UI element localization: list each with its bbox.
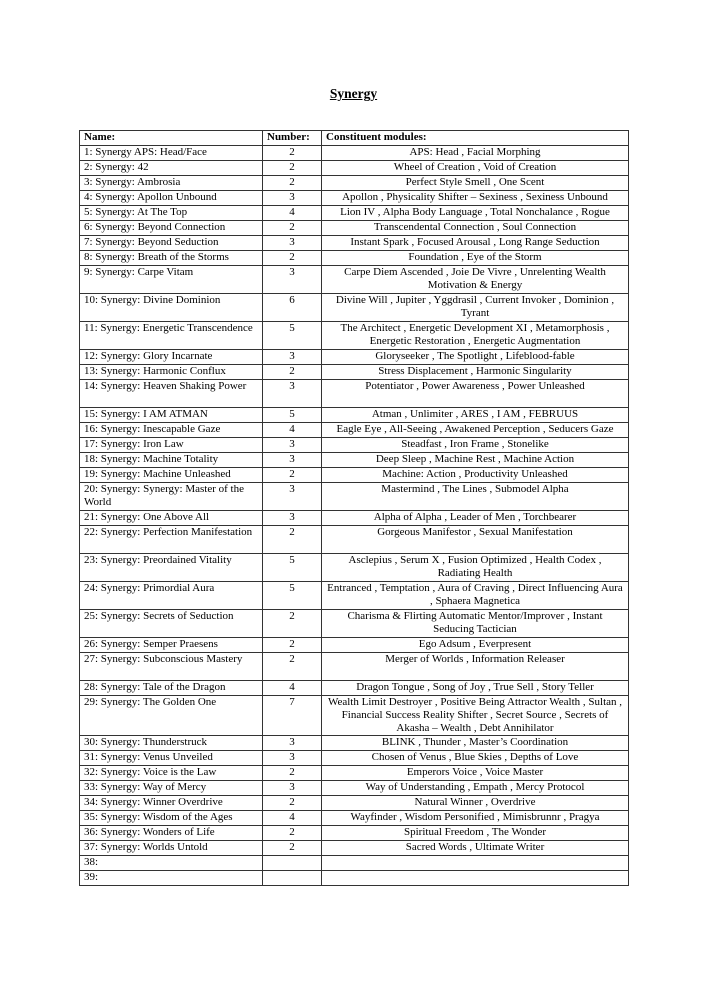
row-number: 2 bbox=[263, 610, 322, 638]
row-name: 12: Synergy: Glory Incarnate bbox=[80, 350, 263, 365]
row-modules: Potentiator , Power Awareness , Power Unleashed bbox=[322, 380, 629, 408]
row-number: 7 bbox=[263, 696, 322, 736]
table-row bbox=[80, 408, 629, 423]
row-name: 17: Synergy: Iron Law bbox=[80, 438, 263, 453]
table-row bbox=[80, 871, 629, 886]
row-modules: Entranced , Temptation , Aura of Craving , Direct Influencing Aura , Sphaera Magnetica bbox=[322, 582, 629, 610]
row-number: 4 bbox=[263, 423, 322, 438]
row-modules: Alpha of Alpha , Leader of Men , Torchbearer bbox=[322, 511, 629, 526]
row-number: 2 bbox=[263, 841, 322, 856]
row-modules: Divine Will , Jupiter , Yggdrasil , Current Invoker , Dominion , Tyrant bbox=[322, 294, 629, 322]
row-name: 11: Synergy: Energetic Transcendence bbox=[80, 322, 263, 350]
row-name: 2: Synergy: 42 bbox=[80, 161, 263, 176]
table-row bbox=[80, 191, 629, 206]
table-row bbox=[80, 483, 629, 511]
row-modules: Transcendental Connection , Soul Connection bbox=[322, 221, 629, 236]
row-number: 5 bbox=[263, 408, 322, 423]
table-row bbox=[80, 751, 629, 766]
row-modules: Charisma & Flirting Automatic Mentor/Improver , Instant Seducing Tactician bbox=[322, 610, 629, 638]
table-row bbox=[80, 653, 629, 681]
row-number: 4 bbox=[263, 811, 322, 826]
table-row bbox=[80, 350, 629, 365]
row-number: 3 bbox=[263, 266, 322, 294]
table-row bbox=[80, 176, 629, 191]
row-modules: BLINK , Thunder , Master’s Coordination bbox=[322, 736, 629, 751]
table-body bbox=[80, 146, 629, 886]
row-number bbox=[263, 871, 322, 886]
table-row bbox=[80, 526, 629, 554]
row-name: 35: Synergy: Wisdom of the Ages bbox=[80, 811, 263, 826]
table-row bbox=[80, 554, 629, 582]
table-row bbox=[80, 781, 629, 796]
row-modules: Deep Sleep , Machine Rest , Machine Action bbox=[322, 453, 629, 468]
row-number: 2 bbox=[263, 161, 322, 176]
row-modules: Eagle Eye , All-Seeing , Awakened Perception , Seducers Gaze bbox=[322, 423, 629, 438]
row-number: 2 bbox=[263, 653, 322, 681]
row-name: 27: Synergy: Subconscious Mastery bbox=[80, 653, 263, 681]
table-row bbox=[80, 766, 629, 781]
table-row bbox=[80, 380, 629, 408]
table-row bbox=[80, 841, 629, 856]
row-name: 37: Synergy: Worlds Untold bbox=[80, 841, 263, 856]
page-title: Synergy bbox=[329, 86, 378, 101]
row-number: 3 bbox=[263, 438, 322, 453]
row-number: 5 bbox=[263, 554, 322, 582]
row-name: 21: Synergy: One Above All bbox=[80, 511, 263, 526]
table-row bbox=[80, 365, 629, 380]
row-number: 4 bbox=[263, 206, 322, 221]
row-modules: Spiritual Freedom , The Wonder bbox=[322, 826, 629, 841]
row-modules bbox=[322, 871, 629, 886]
table-row bbox=[80, 811, 629, 826]
row-number: 2 bbox=[263, 638, 322, 653]
table-row bbox=[80, 696, 629, 736]
row-number: 2 bbox=[263, 468, 322, 483]
table-row bbox=[80, 251, 629, 266]
table-row bbox=[80, 468, 629, 483]
row-modules: Carpe Diem Ascended , Joie De Vivre , Unrelenting Wealth Motivation & Energy bbox=[322, 266, 629, 294]
row-modules: Chosen of Venus , Blue Skies , Depths of Love bbox=[322, 751, 629, 766]
row-modules: Sacred Words , Ultimate Writer bbox=[322, 841, 629, 856]
row-name: 3: Synergy: Ambrosia bbox=[80, 176, 263, 191]
row-number bbox=[263, 856, 322, 871]
header-number: Number: bbox=[263, 131, 322, 146]
row-modules: Machine: Action , Productivity Unleashed bbox=[322, 468, 629, 483]
table-row bbox=[80, 294, 629, 322]
row-number: 3 bbox=[263, 483, 322, 511]
row-number: 3 bbox=[263, 781, 322, 796]
row-name: 10: Synergy: Divine Dominion bbox=[80, 294, 263, 322]
row-modules: Steadfast , Iron Frame , Stonelike bbox=[322, 438, 629, 453]
row-modules: APS: Head , Facial Morphing bbox=[322, 146, 629, 161]
row-name: 13: Synergy: Harmonic Conflux bbox=[80, 365, 263, 380]
table-row bbox=[80, 221, 629, 236]
row-modules: Asclepius , Serum X , Fusion Optimized , Health Codex , Radiating Health bbox=[322, 554, 629, 582]
row-number: 2 bbox=[263, 221, 322, 236]
row-modules: Emperors Voice , Voice Master bbox=[322, 766, 629, 781]
row-number: 4 bbox=[263, 681, 322, 696]
row-modules: Gloryseeker , The Spotlight , Lifeblood-fable bbox=[322, 350, 629, 365]
table-row bbox=[80, 610, 629, 638]
row-name: 33: Synergy: Way of Mercy bbox=[80, 781, 263, 796]
row-modules: Wealth Limit Destroyer , Positive Being Attractor Wealth , Sultan , Financial Success Reality Shifter , Secret Source , Secrets of Akasha – Wealth , Debt Annihilator bbox=[322, 696, 629, 736]
row-name: 39: bbox=[80, 871, 263, 886]
row-name: 36: Synergy: Wonders of Life bbox=[80, 826, 263, 841]
table-row bbox=[80, 582, 629, 610]
table-row bbox=[80, 322, 629, 350]
table-row bbox=[80, 423, 629, 438]
row-number: 3 bbox=[263, 350, 322, 365]
row-name: 20: Synergy: Synergy: Master of the World bbox=[80, 483, 263, 511]
row-modules: Perfect Style Smell , One Scent bbox=[322, 176, 629, 191]
synergy-table bbox=[79, 130, 629, 886]
row-number: 2 bbox=[263, 796, 322, 811]
row-modules: Way of Understanding , Empath , Mercy Protocol bbox=[322, 781, 629, 796]
row-number: 3 bbox=[263, 380, 322, 408]
row-number: 2 bbox=[263, 251, 322, 266]
table-row bbox=[80, 161, 629, 176]
table-row bbox=[80, 266, 629, 294]
row-modules: Ego Adsum , Everpresent bbox=[322, 638, 629, 653]
row-name: 23: Synergy: Preordained Vitality bbox=[80, 554, 263, 582]
table-row bbox=[80, 453, 629, 468]
table-header-row bbox=[80, 131, 629, 146]
row-number: 2 bbox=[263, 526, 322, 554]
row-number: 2 bbox=[263, 766, 322, 781]
row-name: 34: Synergy: Winner Overdrive bbox=[80, 796, 263, 811]
row-name: 1: Synergy APS: Head/Face bbox=[80, 146, 263, 161]
row-number: 5 bbox=[263, 322, 322, 350]
row-number: 2 bbox=[263, 176, 322, 191]
row-modules bbox=[322, 856, 629, 871]
row-name: 26: Synergy: Semper Praesens bbox=[80, 638, 263, 653]
table-row bbox=[80, 511, 629, 526]
table-row bbox=[80, 681, 629, 696]
row-number: 3 bbox=[263, 236, 322, 251]
table-row bbox=[80, 796, 629, 811]
row-number: 2 bbox=[263, 146, 322, 161]
row-modules: Apollon , Physicality Shifter – Sexiness , Sexiness Unbound bbox=[322, 191, 629, 206]
row-number: 6 bbox=[263, 294, 322, 322]
table-row bbox=[80, 856, 629, 871]
table-row bbox=[80, 438, 629, 453]
row-name: 5: Synergy: At The Top bbox=[80, 206, 263, 221]
row-name: 29: Synergy: The Golden One bbox=[80, 696, 263, 736]
row-modules: Gorgeous Manifestor , Sexual Manifestation bbox=[322, 526, 629, 554]
row-name: 7: Synergy: Beyond Seduction bbox=[80, 236, 263, 251]
row-modules: The Architect , Energetic Development XI , Metamorphosis , Energetic Restoration , Energetic Augmentation bbox=[322, 322, 629, 350]
table-row bbox=[80, 638, 629, 653]
row-modules: Wayfinder , Wisdom Personified , Mimisbrunnr , Pragya bbox=[322, 811, 629, 826]
row-name: 14: Synergy: Heaven Shaking Power bbox=[80, 380, 263, 408]
row-name: 18: Synergy: Machine Totality bbox=[80, 453, 263, 468]
table-row bbox=[80, 206, 629, 221]
row-number: 3 bbox=[263, 453, 322, 468]
row-name: 8: Synergy: Breath of the Storms bbox=[80, 251, 263, 266]
header-name: Name: bbox=[80, 131, 263, 146]
header-modules: Constituent modules: bbox=[322, 131, 629, 146]
row-name: 15: Synergy: I AM ATMAN bbox=[80, 408, 263, 423]
row-number: 3 bbox=[263, 751, 322, 766]
row-name: 16: Synergy: Inescapable Gaze bbox=[80, 423, 263, 438]
row-modules: Instant Spark , Focused Arousal , Long Range Seduction bbox=[322, 236, 629, 251]
row-modules: Merger of Worlds , Information Releaser bbox=[322, 653, 629, 681]
table-row bbox=[80, 146, 629, 161]
row-name: 24: Synergy: Primordial Aura bbox=[80, 582, 263, 610]
row-number: 2 bbox=[263, 365, 322, 380]
row-name: 22: Synergy: Perfection Manifestation bbox=[80, 526, 263, 554]
row-modules: Lion IV , Alpha Body Language , Total Nonchalance , Rogue bbox=[322, 206, 629, 221]
row-modules: Wheel of Creation , Void of Creation bbox=[322, 161, 629, 176]
table-row bbox=[80, 826, 629, 841]
table-row bbox=[80, 236, 629, 251]
row-name: 9: Synergy: Carpe Vitam bbox=[80, 266, 263, 294]
row-name: 6: Synergy: Beyond Connection bbox=[80, 221, 263, 236]
row-name: 25: Synergy: Secrets of Seduction bbox=[80, 610, 263, 638]
row-modules: Stress Displacement , Harmonic Singularity bbox=[322, 365, 629, 380]
row-modules: Foundation , Eye of the Storm bbox=[322, 251, 629, 266]
row-name: 38: bbox=[80, 856, 263, 871]
row-number: 5 bbox=[263, 582, 322, 610]
row-number: 3 bbox=[263, 736, 322, 751]
row-number: 3 bbox=[263, 511, 322, 526]
row-modules: Natural Winner , Overdrive bbox=[322, 796, 629, 811]
row-name: 28: Synergy: Tale of the Dragon bbox=[80, 681, 263, 696]
row-name: 31: Synergy: Venus Unveiled bbox=[80, 751, 263, 766]
table-row bbox=[80, 736, 629, 751]
row-name: 32: Synergy: Voice is the Law bbox=[80, 766, 263, 781]
row-number: 2 bbox=[263, 826, 322, 841]
row-name: 4: Synergy: Apollon Unbound bbox=[80, 191, 263, 206]
row-modules: Mastermind , The Lines , Submodel Alpha bbox=[322, 483, 629, 511]
row-modules: Dragon Tongue , Song of Joy , True Sell , Story Teller bbox=[322, 681, 629, 696]
row-name: 30: Synergy: Thunderstruck bbox=[80, 736, 263, 751]
row-modules: Atman , Unlimiter , ARES , I AM , FEBRUUS bbox=[322, 408, 629, 423]
row-name: 19: Synergy: Machine Unleashed bbox=[80, 468, 263, 483]
row-number: 3 bbox=[263, 191, 322, 206]
